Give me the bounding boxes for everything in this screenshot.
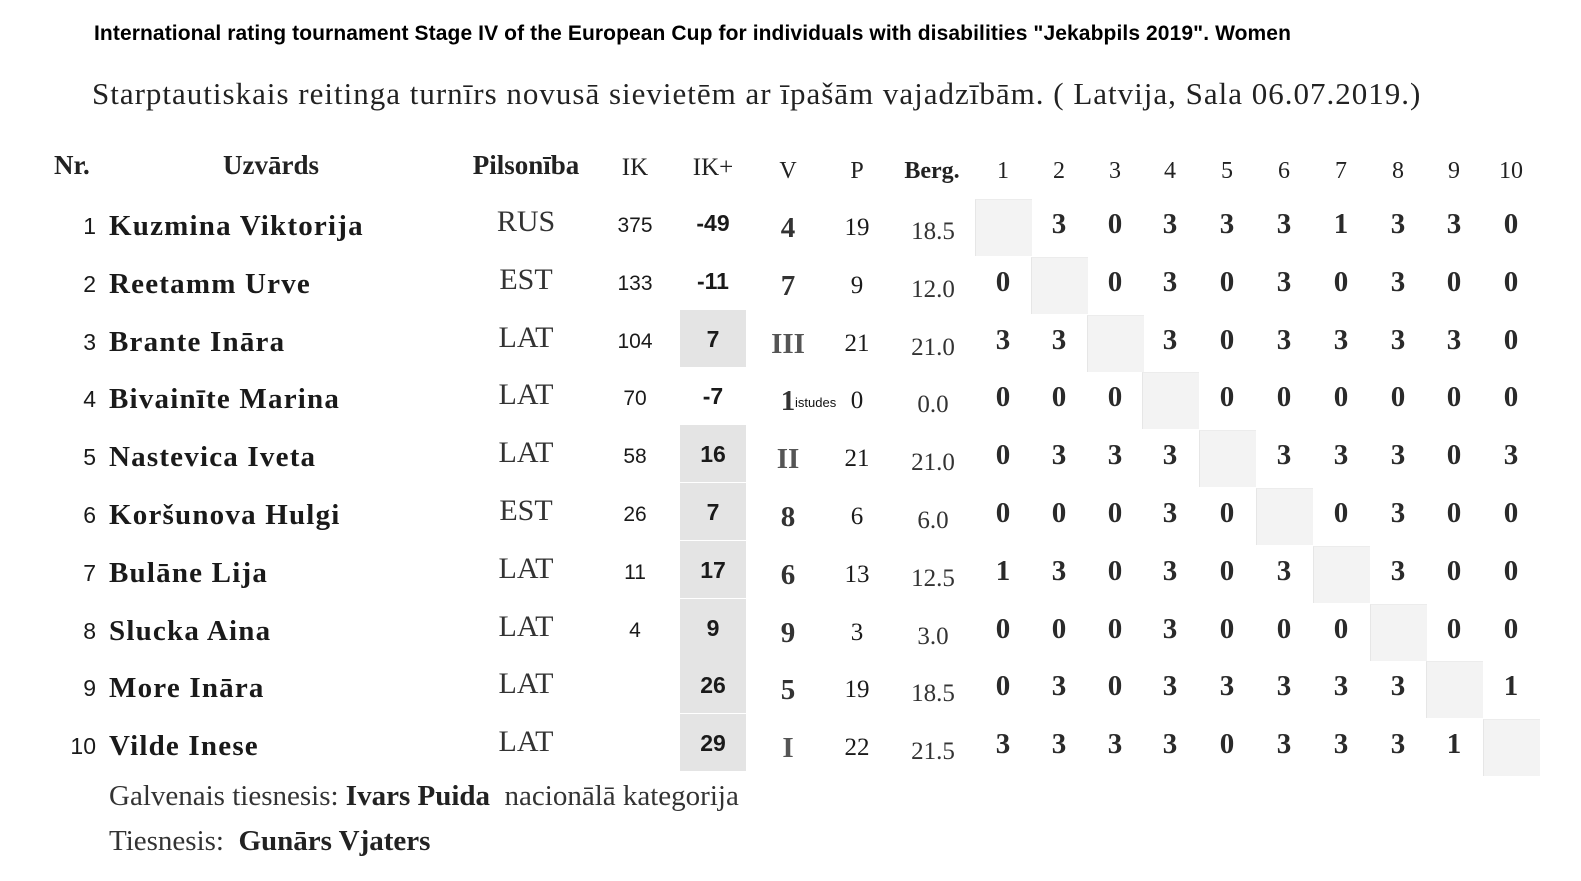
player-name: Kuzmina Viktorija (109, 210, 364, 242)
place-value: 4 (780, 212, 796, 244)
table-row (0, 659, 1581, 717)
berger-value: 21.0 (911, 333, 955, 361)
berger-value: 18.5 (911, 680, 955, 708)
result-cell: 0 (1107, 554, 1123, 587)
header-name: Uzvārds (223, 150, 319, 180)
result-cell: 3 (1503, 439, 1519, 472)
citizenship: LAT (498, 320, 554, 354)
ik-plus-value: 7 (680, 483, 746, 540)
result-cell: 0 (995, 670, 1011, 703)
result-cell: 1 (995, 554, 1011, 587)
player-name: Brante Ināra (109, 325, 286, 358)
place-value: II (776, 443, 800, 476)
result-cell: 1 (1446, 728, 1462, 761)
result-cell: 0 (1503, 554, 1519, 587)
berger-value: 21.0 (911, 449, 955, 477)
result-cell: 0 (1390, 381, 1406, 414)
result-cell: 0 (995, 612, 1011, 645)
table-row (0, 602, 1581, 660)
result-cell: 3 (1219, 670, 1235, 703)
header-round-8: 8 (1392, 158, 1404, 184)
ik-plus-value: 9 (680, 599, 746, 656)
place-value: 9 (780, 616, 796, 649)
player-name: Reetamm Urve (109, 267, 311, 300)
place-value: 7 (780, 269, 796, 302)
result-cell: 0 (1446, 381, 1462, 414)
result-cell: 0 (1219, 612, 1235, 645)
points-value: 21 (844, 329, 870, 357)
result-cell: 3 (1162, 208, 1178, 240)
result-cell: 0 (1219, 381, 1235, 414)
points-value: 19 (844, 676, 870, 704)
place-note: istudes (795, 395, 837, 411)
player-name: Bivainīte Marina (109, 383, 341, 416)
result-cell: 0 (995, 439, 1011, 472)
result-cell: 0 (1503, 497, 1519, 529)
result-cell: 0 (1051, 612, 1067, 645)
header-round-10: 10 (1499, 158, 1523, 184)
result-cell: 0 (1503, 265, 1519, 298)
berger-value: 12.0 (911, 275, 955, 303)
result-cell: 3 (1276, 728, 1292, 761)
result-cell: 0 (1219, 728, 1235, 761)
result-cell: 3 (1390, 670, 1406, 703)
ik-value: 375 (617, 214, 653, 237)
diagonal-cell (1031, 257, 1088, 314)
diagonal-cell (1426, 661, 1483, 718)
judge-label: Tiesnesis: (109, 825, 224, 857)
result-cell: 3 (1162, 670, 1178, 703)
berger-value: 3.0 (917, 622, 949, 650)
result-cell: 3 (1390, 439, 1406, 472)
result-cell: 3 (995, 323, 1011, 356)
berger-value: 0.0 (917, 391, 949, 419)
berger-value: 21.5 (911, 738, 955, 766)
chief-judge-line (109, 780, 739, 813)
result-cell: 3 (1390, 554, 1406, 587)
table-row (0, 370, 1581, 428)
points-value: 19 (844, 214, 870, 241)
result-cell: 3 (1051, 554, 1067, 587)
result-cell: 3 (1333, 439, 1349, 472)
result-cell: 3 (1390, 265, 1406, 298)
ik-value: 133 (617, 271, 653, 295)
result-cell: 0 (1333, 612, 1349, 645)
result-cell: 3 (1276, 554, 1292, 587)
header-round-5: 5 (1221, 158, 1233, 184)
place-value: 6 (780, 558, 796, 591)
result-cell: 0 (1276, 612, 1292, 645)
result-cell: 0 (1219, 323, 1235, 356)
ik-plus-value: 26 (680, 656, 746, 713)
ik-plus-value: 17 (680, 541, 746, 598)
citizenship: EST (499, 494, 553, 527)
result-cell: 3 (1162, 554, 1178, 587)
row-number: 9 (83, 675, 96, 702)
result-cell: 3 (1390, 497, 1406, 529)
result-cell: 3 (1162, 728, 1178, 761)
table-row (0, 313, 1581, 371)
result-cell: 3 (1276, 208, 1292, 240)
place-value: 8 (780, 501, 796, 533)
header-round-1: 1 (997, 158, 1009, 184)
diagonal-cell (1199, 430, 1256, 487)
diagonal-cell (1483, 719, 1540, 776)
diagonal-cell (1142, 372, 1199, 429)
citizenship: LAT (498, 725, 554, 759)
diagonal-cell (975, 199, 1032, 256)
result-cell: 0 (1107, 381, 1123, 414)
result-cell: 3 (1276, 323, 1292, 356)
result-cell: 3 (1162, 497, 1178, 529)
result-cell: 3 (1162, 612, 1178, 645)
result-cell: 1 (1333, 208, 1349, 240)
result-cell: 0 (1333, 497, 1349, 529)
result-cell: 3 (1051, 728, 1067, 761)
header-round-2: 2 (1053, 158, 1065, 184)
result-cell: 3 (1446, 208, 1462, 240)
row-number: 7 (83, 559, 96, 586)
table-row (0, 197, 1581, 255)
result-cell: 3 (1162, 439, 1178, 472)
result-cell: 0 (1276, 381, 1292, 414)
chief-judge-name: Ivars Puida (345, 780, 491, 812)
result-cell: 3 (1276, 439, 1292, 472)
result-cell: 0 (1446, 439, 1462, 472)
header-round-7: 7 (1335, 158, 1347, 184)
player-name: Slucka Aina (109, 614, 272, 647)
berger-value: 18.5 (911, 218, 955, 245)
table-row (0, 486, 1581, 544)
result-cell: 3 (1107, 439, 1123, 472)
ik-value (605, 659, 665, 717)
ik-value (605, 717, 665, 775)
ik-plus-value: 29 (680, 714, 746, 771)
diagonal-cell (1313, 546, 1370, 603)
header-round-9: 9 (1448, 158, 1460, 184)
result-cell: 0 (1051, 497, 1067, 529)
ik-plus-value: -49 (696, 210, 730, 236)
row-number: 10 (70, 733, 96, 760)
result-cell: 0 (995, 265, 1011, 298)
place-value: III (771, 327, 805, 360)
result-cell: 0 (995, 497, 1011, 529)
header-v: V (779, 158, 797, 184)
result-cell: 3 (1390, 323, 1406, 356)
ik-value: 58 (623, 445, 647, 469)
citizenship: RUS (496, 205, 556, 238)
result-cell: 0 (1503, 612, 1519, 645)
ik-value: 4 (629, 618, 641, 642)
result-cell: 3 (1390, 728, 1406, 761)
points-value: 21 (844, 445, 870, 473)
row-number: 4 (83, 386, 96, 413)
result-cell: 3 (1107, 728, 1123, 761)
judge-line (109, 825, 430, 858)
result-cell: 3 (1162, 323, 1178, 356)
result-cell: 0 (995, 381, 1011, 414)
result-cell: 0 (1107, 265, 1123, 298)
place-value: 5 (780, 674, 796, 707)
ik-value: 104 (617, 329, 653, 353)
title-english: International rating tournament Stage IV of the European Cup for individuals with disabilities "Jekabpils 2019". Women (94, 22, 1292, 45)
diagonal-cell (1256, 488, 1313, 545)
diagonal-cell (1370, 604, 1427, 661)
points-value: 6 (850, 503, 864, 530)
header-round-6: 6 (1278, 158, 1290, 184)
citizenship: LAT (498, 551, 554, 585)
result-cell: 0 (1219, 554, 1235, 587)
header-berg: Berg. (904, 158, 960, 184)
result-cell: 0 (1219, 497, 1235, 529)
result-cell: 3 (1051, 323, 1067, 356)
player-name: Vilde Inese (109, 730, 259, 763)
ik-value: 70 (623, 387, 647, 411)
chief-judge-label: Galvenais tiesnesis: (109, 780, 339, 812)
chief-judge-category: nacionālā kategorija (504, 780, 739, 812)
table-row (0, 428, 1581, 486)
ik-value: 11 (624, 560, 646, 584)
header-nr: Nr. (54, 150, 90, 180)
row-number: 5 (83, 444, 96, 471)
header-citizenship: Pilsonība (472, 150, 580, 180)
result-cell: 0 (1503, 381, 1519, 414)
result-cell: 0 (1051, 381, 1067, 414)
result-cell: 0 (1503, 208, 1519, 240)
result-cell: 0 (1446, 612, 1462, 645)
result-cell: 0 (1446, 497, 1462, 529)
result-cell: 3 (1333, 728, 1349, 761)
table-row (0, 255, 1581, 313)
diagonal-cell (1087, 315, 1144, 372)
result-cell: 0 (1503, 323, 1519, 356)
result-cell: 3 (1390, 208, 1406, 240)
result-cell: 0 (1107, 497, 1123, 529)
table-row (0, 544, 1581, 602)
result-cell: 3 (1333, 323, 1349, 356)
result-cell: 0 (1446, 554, 1462, 587)
result-cell: 3 (1333, 670, 1349, 703)
result-cell: 0 (1107, 670, 1123, 703)
result-cell: 3 (1162, 265, 1178, 298)
player-name: Nastevica Iveta (109, 441, 317, 474)
result-cell: 3 (1051, 670, 1067, 703)
result-cell: 3 (1276, 265, 1292, 298)
berger-value: 12.5 (911, 564, 955, 592)
result-cell: 3 (1051, 439, 1067, 472)
points-value: 13 (844, 560, 870, 588)
header-ik-plus: IK+ (692, 154, 734, 181)
result-cell: 0 (1446, 265, 1462, 298)
points-value: 0 (850, 387, 864, 415)
points-value: 22 (844, 734, 870, 762)
header-p: P (850, 158, 864, 184)
result-cell: 3 (1446, 323, 1462, 356)
result-cell: 3 (1276, 670, 1292, 703)
citizenship: EST (499, 262, 553, 296)
result-cell: 3 (1219, 208, 1235, 240)
citizenship: LAT (498, 436, 554, 470)
player-name: More Ināra (109, 672, 265, 705)
result-cell: 0 (1219, 265, 1235, 298)
row-number: 8 (83, 617, 96, 644)
result-cell: 0 (1107, 208, 1123, 240)
row-number: 6 (83, 502, 96, 528)
player-name: Koršunova Hulgi (109, 499, 341, 531)
place-value: I (782, 732, 794, 765)
ik-plus-value: -11 (697, 267, 729, 294)
row-number: 2 (83, 270, 96, 297)
header-round-4: 4 (1164, 158, 1176, 184)
result-cell: 0 (1107, 612, 1123, 645)
player-name: Bulāne Lija (109, 556, 269, 589)
citizenship: LAT (498, 378, 554, 412)
points-value: 9 (850, 271, 864, 299)
ik-value: 26 (623, 503, 647, 526)
row-number: 3 (83, 328, 96, 355)
title-latvian: Starptautiskais reitinga turnīrs novusā sievietēm ar īpašām vajadzībām. ( Latvija, Sala 06.07.2019.) (92, 76, 1422, 111)
result-cell: 0 (1333, 265, 1349, 298)
berger-value: 6.0 (917, 507, 949, 534)
ik-plus-value: 16 (680, 425, 746, 482)
result-cell: 3 (1051, 208, 1067, 240)
header-ik: IK (621, 154, 649, 181)
place-value: 1 (780, 385, 796, 418)
citizenship: LAT (498, 667, 554, 701)
table-row (0, 717, 1581, 775)
citizenship: LAT (498, 609, 554, 643)
judge-name: Gunārs Vjaters (238, 825, 431, 857)
result-cell: 0 (1333, 381, 1349, 414)
row-number: 1 (83, 213, 96, 239)
result-cell: 1 (1503, 670, 1519, 703)
header-round-3: 3 (1109, 158, 1121, 184)
ik-plus-value: -7 (702, 383, 724, 410)
result-cell: 3 (995, 728, 1011, 761)
ik-plus-value: 7 (680, 310, 746, 367)
points-value: 3 (850, 618, 864, 646)
